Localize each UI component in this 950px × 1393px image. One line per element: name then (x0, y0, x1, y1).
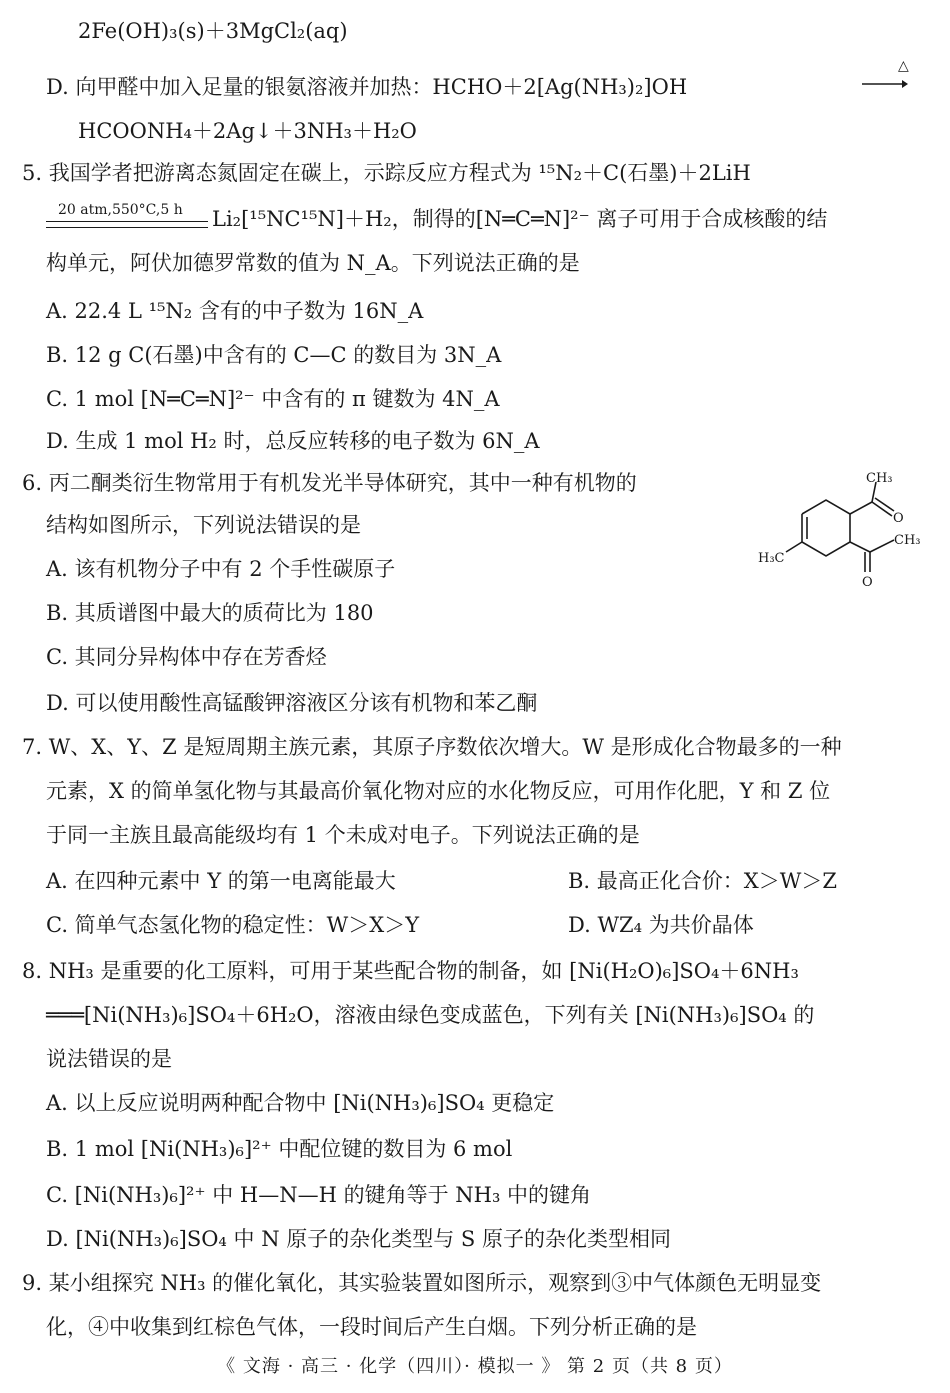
q7-stem-2: 元素，X 的简单氢化物与其最高价氧化物对应的水化物反应，可用作化肥，Y 和 Z 位 (46, 779, 831, 803)
label-ch3-top: CH₃ (866, 471, 893, 486)
line-l2: HCOONH₄＋2Ag↓＋3NH₃＋H₂O (78, 119, 417, 143)
q7-option-d: D. WZ₄ 为共价晶体 (568, 913, 754, 937)
q8-stem-2: ═══[Ni(NH₃)₆]SO₄＋6H₂O，溶液由绿色变成蓝色，下列有关 [Ni(NH₃)₆]SO₄ 的 (46, 1003, 815, 1027)
q5-stem-3: 构单元，阿伏加德罗常数的值为 N_A。下列说法正确的是 (46, 251, 580, 275)
q7-stem-3: 于同一主族且最高能级均有 1 个未成对电子。下列说法正确的是 (46, 823, 640, 847)
page-footer: 《 文海 · 高三 · 化学（四川）· 模拟一 》 第 2 页（共 8 页） (217, 1356, 733, 1377)
q5-reaction-condition: 20 atm,550°C,5 h (58, 202, 183, 218)
q7-stem-1: 7. W、X、Y、Z 是短周期主族元素，其原子序数依次增大。W 是形成化合物最多的一种 (22, 735, 842, 759)
q5-option-c: C. 1 mol [N═C═N]²⁻ 中含有的 π 键数为 4N_A (46, 387, 500, 411)
q7-option-c: C. 简单气态氢化物的稳定性：W＞X＞Y (46, 913, 420, 937)
q7-option-b: B. 最高正化合价：X＞W＞Z (568, 869, 837, 893)
label-h3c-left: H₃C (758, 551, 785, 566)
q5-option-b: B. 12 g C(石墨)中含有的 C—C 的数目为 3N_A (46, 343, 502, 367)
equals-sign-icon (46, 221, 208, 228)
q8-option-d: D. [Ni(NH₃)₆]SO₄ 中 N 原子的杂化类型与 S 原子的杂化类型相同 (46, 1227, 671, 1251)
q8-stem-3: 说法错误的是 (46, 1047, 172, 1071)
q6-option-b: B. 其质谱图中最大的质荷比为 180 (46, 601, 374, 625)
heat-condition: △ (898, 58, 909, 74)
q6-option-a: A. 该有机物分子中有 2 个手性碳原子 (46, 557, 396, 581)
line-l1: D. 向甲醛中加入足量的银氨溶液并加热：HCHO＋2[Ag(NH₃)₂]OH (46, 75, 688, 99)
q9-stem-1: 9. 某小组探究 NH₃ 的催化氧化，其实验装置如图所示，观察到③中气体颜色无明显变 (22, 1271, 822, 1295)
q5-option-a: A. 22.4 L ¹⁵N₂ 含有的中子数为 16N_A (46, 299, 424, 323)
molecule-structure-diagram (752, 470, 932, 590)
q8-option-c: C. [Ni(NH₃)₆]²⁺ 中 H—N—H 的键角等于 NH₃ 中的键角 (46, 1183, 592, 1207)
q9-stem-2: 化，④中收集到红棕色气体，一段时间后产生白烟。下列分析正确的是 (46, 1315, 697, 1339)
q6-stem-1: 6. 丙二酮类衍生物常用于有机发光半导体研究，其中一种有机物的 (22, 471, 637, 495)
label-o-bottom: O (862, 575, 873, 590)
line-l0: 2Fe(OH)₃(s)＋3MgCl₂(aq) (78, 19, 348, 43)
label-o-top: O (893, 511, 904, 526)
q5-option-d: D. 生成 1 mol H₂ 时，总反应转移的电子数为 6N_A (46, 429, 540, 453)
q8-option-a: A. 以上反应说明两种配合物中 [Ni(NH₃)₆]SO₄ 更稳定 (46, 1091, 555, 1115)
q5-stem-1: 5. 我国学者把游离态氮固定在碳上，示踪反应方程式为 ¹⁵N₂＋C(石墨)＋2LiH (22, 161, 751, 185)
q6-option-d: D. 可以使用酸性高锰酸钾溶液区分该有机物和苯乙酮 (46, 691, 538, 715)
q6-stem-2: 结构如图所示，下列说法错误的是 (46, 513, 361, 537)
q8-stem-1: 8. NH₃ 是重要的化工原料，可用于某些配合物的制备，如 [Ni(H₂O)₆]SO₄＋6NH₃ (22, 959, 799, 983)
q6-option-c: C. 其同分异构体中存在芳香烃 (46, 645, 327, 669)
q8-option-b: B. 1 mol [Ni(NH₃)₆]²⁺ 中配位键的数目为 6 mol (46, 1137, 513, 1161)
q7-option-a: A. 在四种元素中 Y 的第一电离能最大 (46, 869, 396, 893)
reaction-arrow-icon (862, 78, 908, 90)
q5-stem-2: Li₂[¹⁵NC¹⁵N]＋H₂，制得的[N═C═N]²⁻ 离子可用于合成核酸的结 (212, 207, 828, 231)
label-ch3-right: CH₃ (894, 533, 921, 548)
